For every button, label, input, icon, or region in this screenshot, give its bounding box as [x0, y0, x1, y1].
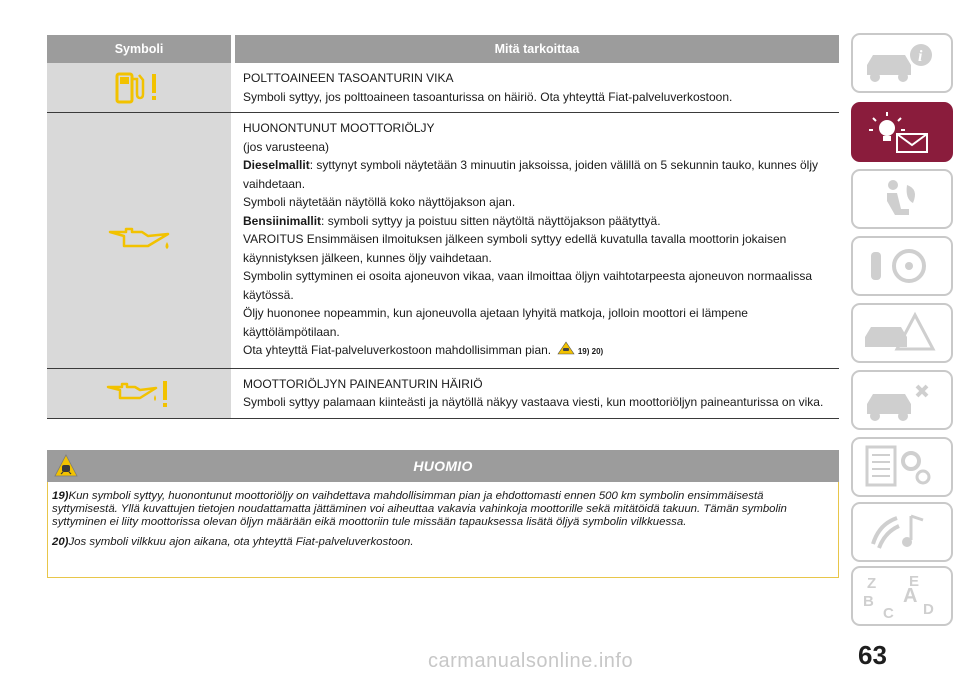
footnote-text: Jos symboli vilkkuu ajon aikana, ota yhteyttä Fiat-palveluverkostoon. — [68, 535, 414, 548]
tab-starting-driving[interactable] — [851, 236, 953, 296]
diesel-text-2: Symboli näytetään näytöllä koko näyttöjakson ajan. — [243, 195, 516, 209]
diesel-label: Dieselmallit — [243, 158, 310, 172]
petrol-text: : symboli syttyy ja poistuu sitten näytöltä näyttöjakson päätyttyä. — [321, 213, 661, 228]
fuel-level-sensor-fault-icon — [109, 66, 169, 110]
diesel-paragraph — [243, 156, 839, 193]
table-row — [47, 369, 839, 419]
caution-text: VAROITUS Ensimmäisen ilmoituksen jälkeen symboli syttyy edellä kuvatulla tavalla moottorin jokaisen käynnistyksen jälkeen, kunnes öljy vaihdetaan. — [243, 232, 787, 265]
multimedia-icon — [853, 504, 951, 560]
footnote-number: 20) — [52, 535, 69, 548]
symbol-cell — [47, 113, 235, 368]
symbol-cell — [47, 369, 235, 418]
symbol-cell — [47, 63, 235, 112]
specs-gears-icon — [853, 439, 951, 495]
key-steering-wheel-icon — [853, 238, 951, 294]
oil-pressure-sensor-fault-icon — [104, 373, 174, 413]
tab-safety[interactable] — [851, 169, 953, 229]
car-maintenance-icon — [853, 372, 951, 428]
alphabetical-index-icon — [853, 568, 951, 624]
table-row — [47, 113, 839, 369]
tab-emergency[interactable] — [851, 303, 953, 363]
index-letter-b: B — [863, 593, 874, 610]
index-letter-a: A — [903, 585, 918, 607]
meaning-cell — [235, 113, 839, 368]
row-title: HUONONTUNUT MOOTTORIÖLJY — [243, 121, 435, 135]
row-subtitle: (jos varusteena) — [243, 139, 330, 154]
index-letter-z: Z — [867, 575, 877, 592]
row-title: MOOTTORIÖLJYN PAINEANTURIN HÄIRIÖ — [243, 376, 483, 391]
page-number: 63 — [858, 640, 887, 670]
table-header — [47, 35, 839, 63]
tab-technical-specs[interactable] — [851, 437, 953, 497]
row-text: Symboli syttyy, jos polttoaineen tasoanturissa on häiriö. Ota yhteyttä Fiat-palveluverkostoon. — [243, 89, 733, 104]
meaning-cell — [235, 369, 839, 418]
index-letter-d: D — [923, 601, 934, 618]
table-row — [47, 63, 839, 113]
row-text: Symboli syttyy palamaan kiinteästi ja näytöllä näkyy vastaava viesti, kun moottoriöljyn paineanturissa on vika. — [243, 395, 824, 409]
index-letter-c: C — [883, 605, 894, 622]
footnote — [52, 536, 832, 549]
meaning-cell — [235, 63, 839, 112]
footnote-number: 19) — [52, 490, 69, 502]
petrol-label: Bensiinimallit — [243, 213, 322, 228]
tab-warning-lights[interactable] — [851, 102, 953, 162]
seat-airbag-icon — [853, 171, 951, 227]
note-text: Öljy huononee nopeammin, kun ajoneuvolla ajetaan lyhyitä matkoja, jolloin moottori ei lämpene käyttölämpötilaan. — [243, 306, 748, 339]
tab-index[interactable] — [851, 566, 953, 626]
contact-text: Ota yhteyttä Fiat-palveluverkostoon mahdollisimman pian. — [243, 343, 552, 357]
header-meaning: Mitä tarkoittaa — [231, 35, 839, 63]
tab-car-info[interactable] — [851, 33, 953, 93]
footnote — [52, 490, 832, 530]
diesel-text: : syttynyt symboli näytetään 3 minuutin jaksoissa, joiden välillä on 5 sekunnin tauko, kunnes öljy vaihdetaan. — [243, 158, 818, 191]
footnote-text: Kun symboli syttyy, huonontunut moottoriöljy on vaihdettava mahdollisimman pian ja ehdottomasti ennen 500 km symbolin ensimmäisestä syttymisestä. Yllä kuvattujen tietojen noudattamatta jättäminen voi aiheuttaa vakavia vahinkoja moottorille sekä mitätöidä takuun. Tämän symbolin syttyminen ei liity moottorissa olevan öljyn määrään eikä moottoriin tule missään tapauksessa lisätä öljyä symbolin vilkkuessa. — [52, 490, 787, 529]
contact-paragraph — [243, 341, 839, 362]
car-info-icon — [853, 35, 951, 91]
warning-title: HUOMIO — [413, 458, 473, 474]
warning-triangle-icon — [557, 341, 575, 355]
footnote-refs: 19) 20) — [577, 347, 604, 356]
warning-symbols-table — [47, 35, 839, 419]
warning-header — [47, 450, 839, 482]
oil-can-icon — [104, 222, 174, 258]
row-title: POLTTOAINEEN TASOANTURIN VIKA — [243, 71, 454, 85]
tab-multimedia[interactable] — [851, 502, 953, 562]
watermark: carmanualsonline.info — [428, 650, 634, 672]
svg-text:i: i — [918, 48, 923, 65]
warning-body — [47, 482, 839, 578]
warning-box — [47, 450, 839, 588]
note-text: Symbolin syttyminen ei osoita ajoneuvon vikaa, vaan ilmoittaa öljyn vaihtotarpeesta ajoneuvon normaalissa käytössä. — [243, 269, 812, 302]
petrol-paragraph — [243, 212, 839, 231]
car-emergency-icon — [853, 305, 951, 361]
header-symbol: Symboli — [114, 42, 164, 56]
index-letter-e: E — [909, 573, 920, 590]
tab-maintenance[interactable] — [851, 370, 953, 430]
warning-light-message-icon — [853, 104, 951, 160]
